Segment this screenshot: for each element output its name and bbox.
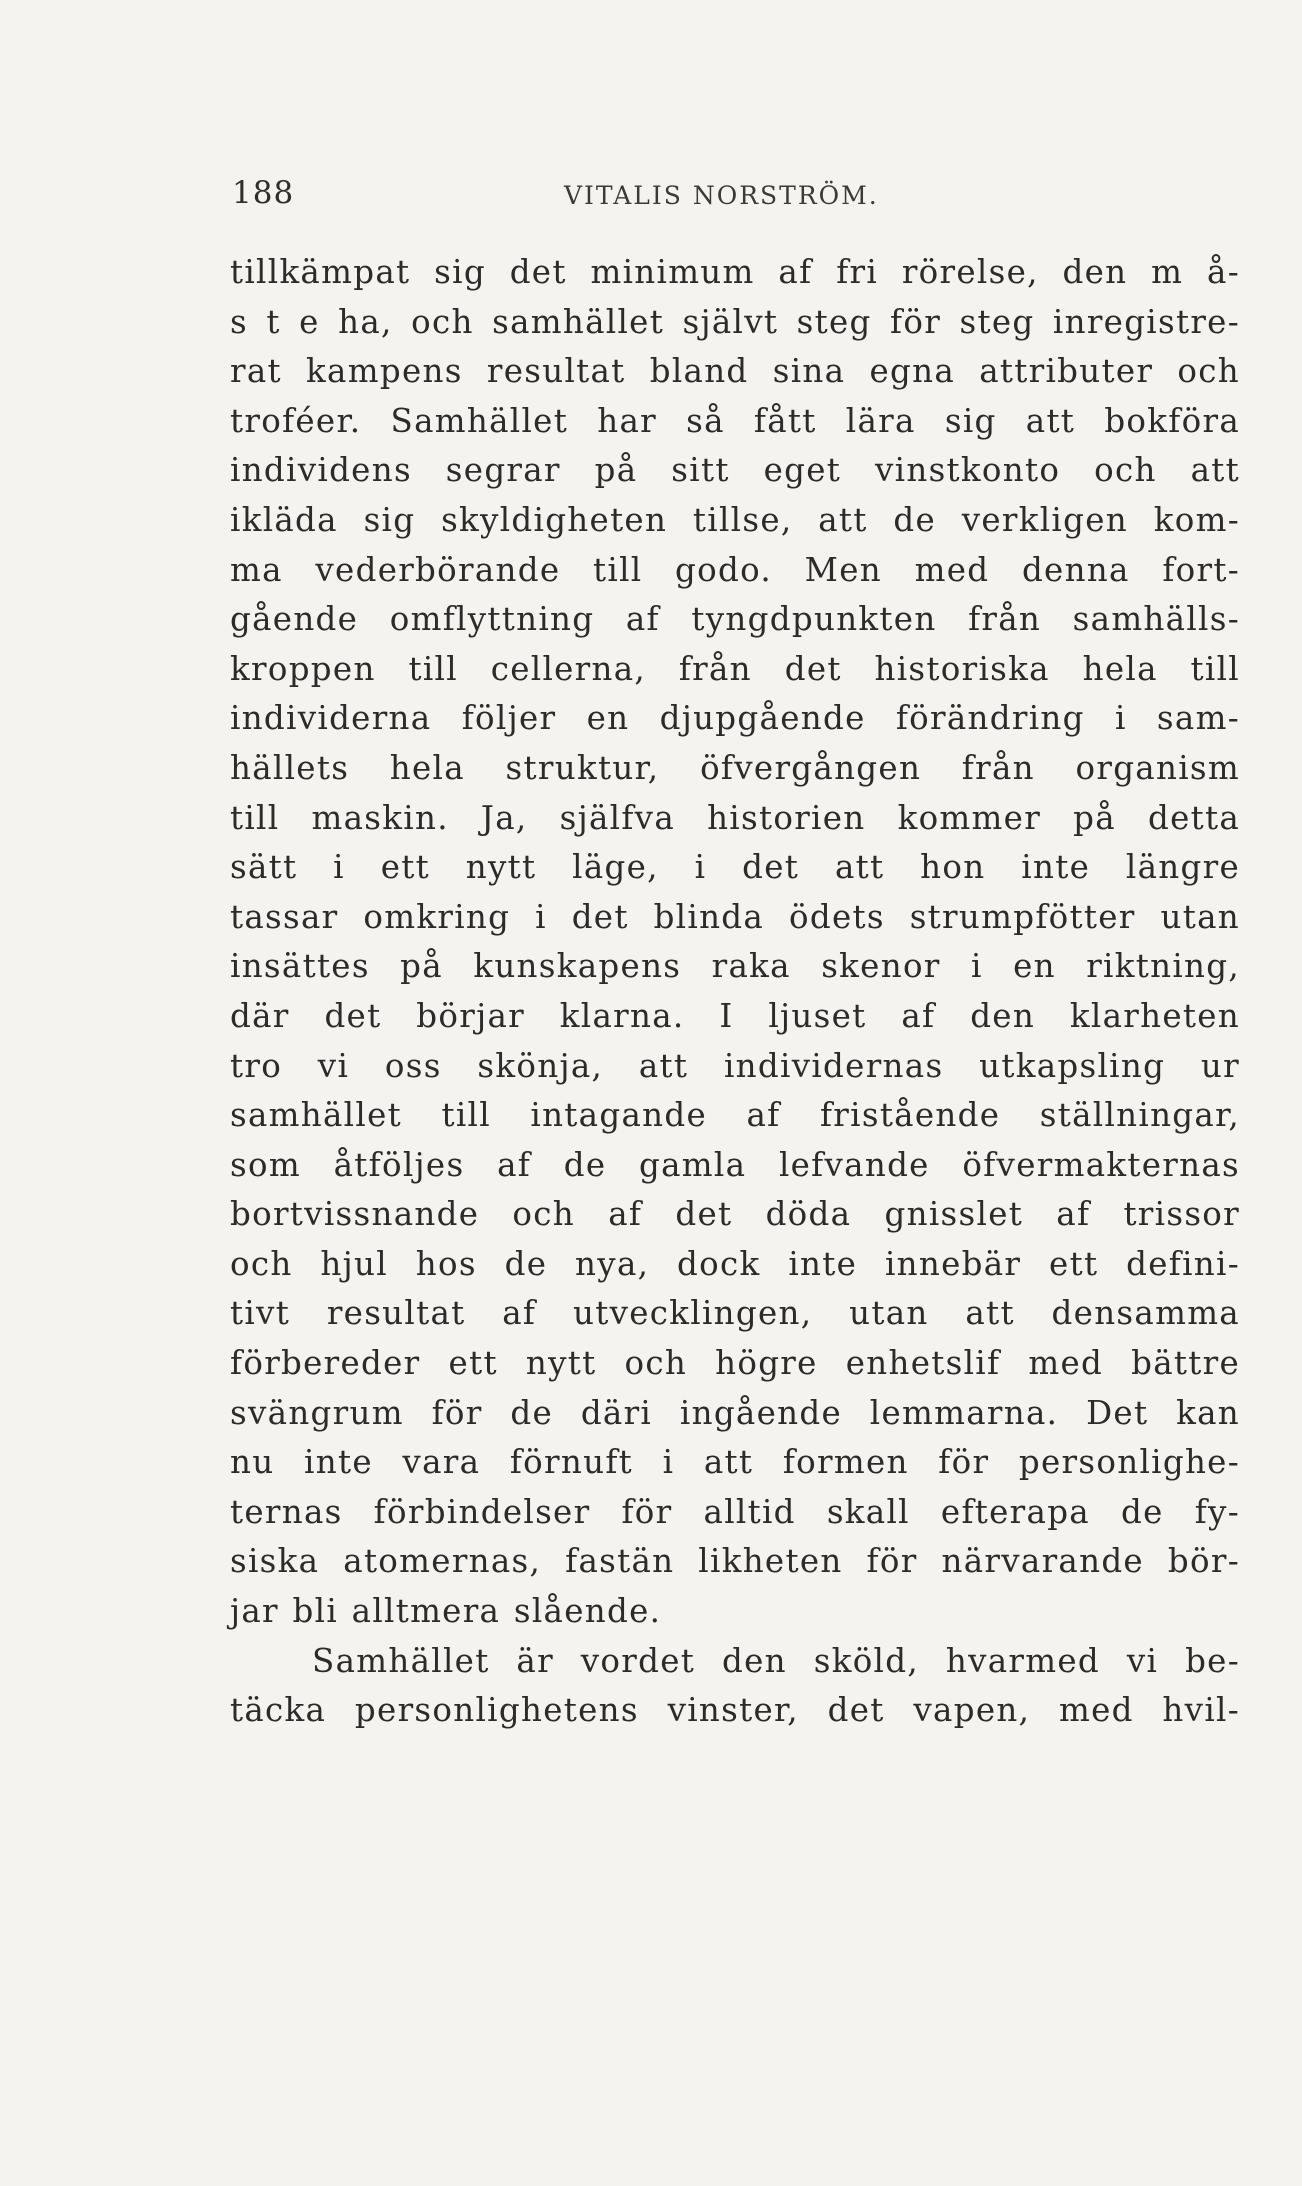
text-line: förbereder ett nytt och högre enhetslif med bättre — [230, 1344, 1240, 1383]
text-line: bortvissnande och af det döda gnisslet af trissor — [230, 1195, 1240, 1234]
text-line: ikläda sig skyldigheten tillse, att de verkligen kom- — [230, 500, 1240, 539]
running-head: VITALIS NORSTRÖM. — [564, 181, 879, 210]
text-line: individens segrar på sitt eget vinstkonto och att — [230, 451, 1240, 490]
text-line: nu inte vara förnuft i att formen för personlighe- — [230, 1443, 1240, 1482]
text-line: till maskin. Ja, själfva historien kommer på detta — [230, 798, 1240, 837]
text-line: troféer. Samhället har så fått lära sig att bokföra — [230, 401, 1240, 440]
text-line: siska atomernas, fastän likheten för närvarande bör- — [230, 1542, 1240, 1581]
text-line: tro vi oss skönja, att individernas utkapsling ur — [230, 1046, 1240, 1085]
text-line: s t e ha, och samhället självt steg för steg inregistre- — [230, 302, 1240, 341]
text-line: insättes på kunskapens raka skenor i en riktning, — [230, 947, 1240, 986]
text-line: samhället till intagande af fristående ställningar, — [230, 1096, 1240, 1135]
text-line: svängrum för de däri ingående lemmarna. Det kan — [230, 1393, 1240, 1432]
body-text — [230, 248, 1240, 1736]
text-line: ma vederbörande till godo. Men med denna fort- — [230, 550, 1240, 589]
text-line: gående omflyttning af tyngdpunkten från samhälls- — [230, 600, 1240, 639]
text-line: hällets hela struktur, öfvergången från organism — [230, 748, 1240, 787]
paragraph-start-line: Samhället är vordet den sköld, hvarmed vi be- — [312, 1641, 1240, 1680]
text-line: täcka personlighetens vinster, det vapen, med hvil- — [230, 1691, 1240, 1730]
text-line: tassar omkring i det blinda ödets strumpfötter utan — [230, 897, 1240, 936]
text-line: som åtföljes af de gamla lefvande öfvermakternas — [230, 1145, 1240, 1184]
text-line: rat kampens resultat bland sina egna attributer och — [230, 352, 1240, 391]
text-line: individerna följer en djupgående förändring i sam- — [230, 699, 1240, 738]
page-number: 188 — [232, 175, 295, 211]
paragraph-end-line: jar bli alltmera slående. — [230, 1592, 662, 1631]
text-line: ternas förbindelser för alltid skall efterapa de fy- — [230, 1492, 1240, 1531]
text-line: sätt i ett nytt läge, i det att hon inte längre — [230, 848, 1240, 887]
text-line: och hjul hos de nya, dock inte innebär ett defini- — [230, 1244, 1240, 1283]
text-line: där det börjar klarna. I ljuset af den klarheten — [230, 996, 1240, 1035]
text-line: kroppen till cellerna, från det historiska hela till — [230, 649, 1240, 688]
page-header — [232, 175, 1202, 225]
text-line: tivt resultat af utvecklingen, utan att densamma — [230, 1294, 1240, 1333]
text-line: tillkämpat sig det minimum af fri rörelse, den m å- — [230, 253, 1240, 291]
